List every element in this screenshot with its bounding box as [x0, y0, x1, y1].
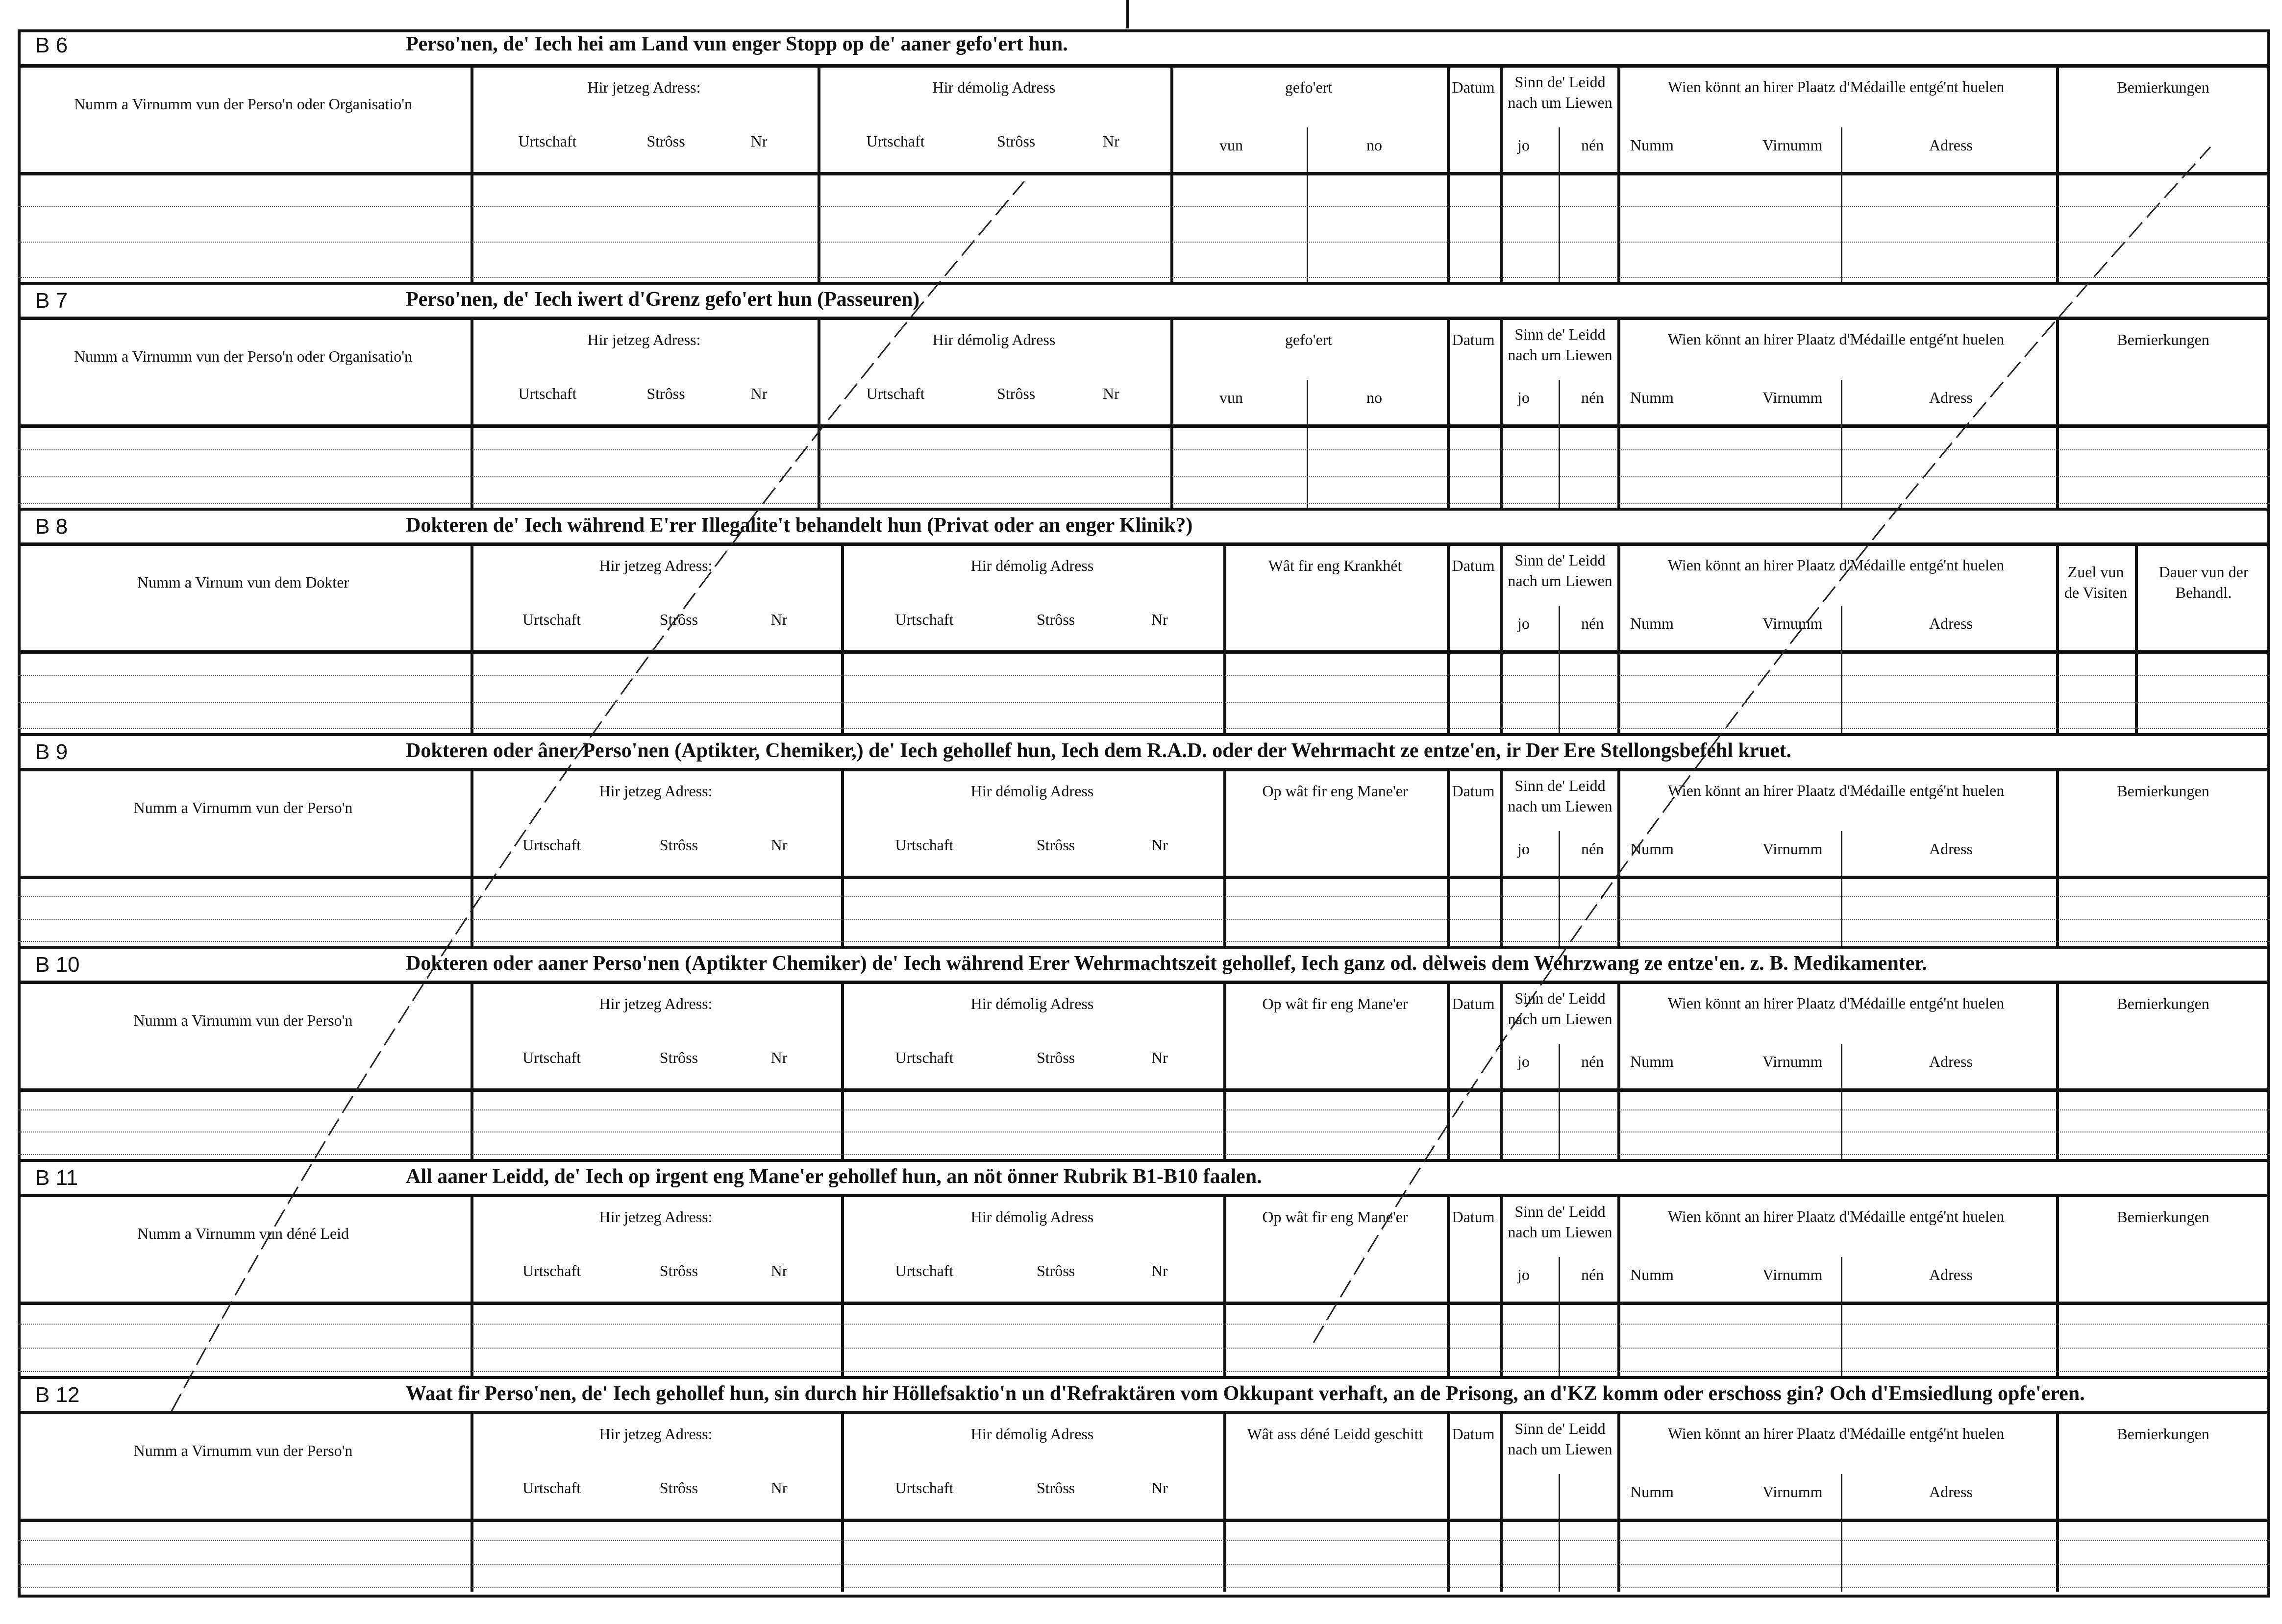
- address-label: Adress: [1929, 1483, 1973, 1501]
- remarks-label: Bemierkungen: [2117, 331, 2209, 348]
- current-urtschaft-label: Urtschaft: [522, 611, 581, 628]
- first-column-label: Numm a Virnumm vun déné Leid: [137, 1225, 349, 1242]
- duration-label: Dauer vun der Behandl.: [2158, 563, 2249, 601]
- firstname-label: Virnumm: [1762, 615, 1823, 632]
- former-stross-label: Strôss: [997, 385, 1036, 402]
- current-stross-label: Strôss: [646, 132, 685, 150]
- yes-label: jo: [1517, 1266, 1530, 1283]
- firstname-label: Virnumm: [1762, 840, 1823, 858]
- to-label: no: [1366, 136, 1382, 154]
- surname-label: Numm: [1630, 1053, 1674, 1070]
- date-label: Datum: [1452, 557, 1495, 574]
- firstname-label: Virnumm: [1762, 1053, 1823, 1070]
- former-urtschaft-label: Urtschaft: [895, 1262, 954, 1280]
- strike-line-1: [172, 181, 1024, 1411]
- former-urtschaft-label: Urtschaft: [866, 132, 925, 150]
- former-stross-label: Strôss: [1037, 836, 1075, 854]
- date-label: Datum: [1452, 331, 1495, 348]
- section-title: Perso'nen, de' Iech iwert d'Grenz gefo'ert hun (Passeuren): [406, 288, 920, 311]
- yes-label: jo: [1517, 1053, 1530, 1070]
- former-nr-label: Nr: [1103, 385, 1119, 402]
- current-address-label: Hir jetzeg Adress:: [587, 78, 701, 96]
- former-urtschaft-label: Urtschaft: [895, 836, 954, 854]
- section-code: B 6: [35, 33, 68, 57]
- former-stross-label: Strôss: [997, 132, 1036, 150]
- life-danger-label: Sinn de' Leidd nach um Liewen: [1508, 1203, 1612, 1241]
- former-nr-label: Nr: [1151, 836, 1168, 854]
- former-stross-label: Strôss: [1037, 1479, 1075, 1497]
- date-label: Datum: [1452, 782, 1495, 800]
- section-title: Waat fir Perso'nen, de' Iech gehollef hun, sin durch hir Höllefsaktio'n un d'Refraktären vom Okkupant verhaft, an de Prisong, an d'KZ komm oder erschoss gin? Och d'Emsiedlung opfe'eren.: [406, 1382, 2085, 1405]
- life-danger-label: Sinn de' Leidd nach um Liewen: [1508, 777, 1612, 815]
- first-column-label: Numm a Virnumm vun der Perso'n oder Organisatio'n: [74, 95, 413, 113]
- former-urtschaft-label: Urtschaft: [895, 611, 954, 628]
- date-label: Datum: [1452, 1208, 1495, 1226]
- former-stross-label: Strôss: [1037, 1049, 1075, 1066]
- former-urtschaft-label: Urtschaft: [895, 1049, 954, 1066]
- section-title: Dokteren de' Iech während E'rer Illegalite't behandelt hun (Privat oder an enger Klinik?): [406, 514, 1193, 537]
- current-address-label: Hir jetzeg Adress:: [599, 1425, 713, 1443]
- section-title: Dokteren oder aaner Perso'nen (Aptikter Chemiker) de' Iech während Erer Wehrmachtszeit gehollef, Iech ganz od. dèlweis dem Wehrzwang ze entze'en. z. B. Medikamenter.: [406, 952, 1927, 975]
- former-nr-label: Nr: [1151, 1049, 1168, 1066]
- medal-recipient-label: Wien könnt an hirer Plaatz d'Médaille entgé'nt huelen: [1667, 330, 2005, 348]
- current-nr-label: Nr: [770, 611, 788, 628]
- former-address-label: Hir démolig Adress: [970, 557, 1094, 574]
- medal-recipient-label: Wien könnt an hirer Plaatz d'Médaille entgé'nt huelen: [1667, 1425, 2005, 1442]
- address-label: Adress: [1929, 615, 1973, 632]
- surname-label: Numm: [1630, 389, 1674, 406]
- first-column-label: Numm a Virnumm vun der Perso'n: [133, 799, 353, 816]
- former-address-label: Hir démolig Adress: [970, 782, 1094, 800]
- section-title: All aaner Leidd, de' Iech op irgent eng Mane'er gehollef hun, an nöt önner Rubrik B1-B10 faalen.: [406, 1165, 1262, 1188]
- life-danger-label: Sinn de' Leidd nach um Liewen: [1508, 325, 1612, 364]
- address-label: Adress: [1929, 1053, 1973, 1070]
- former-stross-label: Strôss: [1037, 611, 1075, 628]
- current-stross-label: Strôss: [659, 1049, 698, 1066]
- remarks-label: Bemierkungen: [2117, 1425, 2209, 1443]
- medal-recipient-label: Wien könnt an hirer Plaatz d'Médaille entgé'nt huelen: [1667, 1207, 2005, 1225]
- former-nr-label: Nr: [1151, 611, 1168, 628]
- no-label: nén: [1581, 136, 1604, 154]
- visits-label: Zuel vun de Visiten: [2064, 563, 2128, 601]
- former-nr-label: Nr: [1151, 1479, 1168, 1497]
- address-label: Adress: [1929, 1266, 1973, 1283]
- current-urtschaft-label: Urtschaft: [522, 1479, 581, 1497]
- section-code: B 9: [35, 740, 68, 764]
- yes-label: jo: [1517, 136, 1530, 154]
- date-label: Datum: [1452, 1425, 1495, 1443]
- former-address-label: Hir démolig Adress: [970, 995, 1094, 1012]
- first-column-label: Numm a Virnumm vun der Perso'n: [133, 1011, 353, 1029]
- current-urtschaft-label: Urtschaft: [522, 1049, 581, 1066]
- kind-label: Op wât fir eng Mane'er: [1262, 782, 1408, 800]
- current-nr-label: Nr: [770, 1049, 788, 1066]
- no-label: nén: [1581, 1053, 1604, 1070]
- section-code: B 8: [35, 515, 68, 539]
- surname-label: Numm: [1630, 615, 1674, 632]
- current-urtschaft-label: Urtschaft: [522, 836, 581, 854]
- current-nr-label: Nr: [770, 836, 788, 854]
- medal-recipient-label: Wien könnt an hirer Plaatz d'Médaille entgé'nt huelen: [1667, 782, 2005, 799]
- medal-recipient-label: Wien könnt an hirer Plaatz d'Médaille entgé'nt huelen: [1667, 556, 2005, 574]
- current-nr-label: Nr: [750, 385, 768, 402]
- section-title: Perso'nen, de' Iech hei am Land vun enger Stopp op de' aaner gefo'ert hun.: [406, 33, 1068, 55]
- firstname-label: Virnumm: [1762, 136, 1823, 154]
- current-address-label: Hir jetzeg Adress:: [587, 331, 701, 348]
- medal-recipient-label: Wien könnt an hirer Plaatz d'Médaille entgé'nt huelen: [1667, 994, 2005, 1012]
- former-stross-label: Strôss: [1037, 1262, 1075, 1280]
- yes-label: jo: [1517, 615, 1530, 632]
- life-danger-label: Sinn de' Leidd nach um Liewen: [1508, 73, 1612, 111]
- surname-label: Numm: [1630, 840, 1674, 858]
- transported-label: gefo'ert: [1285, 331, 1333, 348]
- former-address-label: Hir démolig Adress: [970, 1425, 1094, 1443]
- section-title: Dokteren oder âner Perso'nen (Aptikter, Chemiker,) de' Iech gehollef hun, Iech dem R.A.D. oder der Wehrmacht ze entze'en, ir Der Ere Stellongsbefehl kruet.: [406, 739, 1791, 762]
- firstname-label: Virnumm: [1762, 1266, 1823, 1283]
- transported-label: gefo'ert: [1285, 78, 1333, 96]
- yes-label: jo: [1517, 840, 1530, 858]
- former-address-label: Hir démolig Adress: [970, 1208, 1094, 1226]
- remarks-label: Bemierkungen: [2117, 78, 2209, 96]
- no-label: nén: [1581, 1266, 1604, 1283]
- surname-label: Numm: [1630, 1483, 1674, 1501]
- first-column-label: Numm a Virnum vun dem Dokter: [137, 573, 349, 591]
- current-nr-label: Nr: [750, 132, 768, 150]
- firstname-label: Virnumm: [1762, 389, 1823, 406]
- former-address-label: Hir démolig Adress: [932, 331, 1056, 348]
- remarks-label: Bemierkungen: [2117, 1208, 2209, 1226]
- no-label: nén: [1581, 840, 1604, 858]
- current-stross-label: Strôss: [659, 836, 698, 854]
- current-nr-label: Nr: [770, 1479, 788, 1497]
- first-column-label: Numm a Virnumm vun der Perso'n: [133, 1442, 353, 1459]
- yes-label: jo: [1517, 389, 1530, 406]
- current-urtschaft-label: Urtschaft: [518, 385, 577, 402]
- life-danger-label: Sinn de' Leidd nach um Liewen: [1508, 989, 1612, 1028]
- current-stross-label: Strôss: [659, 1262, 698, 1280]
- section-code: B 12: [35, 1383, 80, 1407]
- first-column-label: Numm a Virnumm vun der Perso'n oder Organisatio'n: [74, 347, 413, 365]
- firstname-label: Virnumm: [1762, 1483, 1823, 1501]
- former-nr-label: Nr: [1103, 132, 1119, 150]
- former-address-label: Hir démolig Adress: [932, 78, 1056, 96]
- date-label: Datum: [1452, 995, 1495, 1012]
- no-label: nén: [1581, 389, 1604, 406]
- from-label: vun: [1219, 136, 1243, 154]
- kind-label: Op wât fir eng Mane'er: [1262, 995, 1408, 1012]
- former-urtschaft-label: Urtschaft: [895, 1479, 954, 1497]
- remarks-label: Bemierkungen: [2117, 995, 2209, 1012]
- kind-label: Wât ass déné Leidd geschitt: [1247, 1425, 1423, 1443]
- kind-label: Wât fir eng Krankhét: [1268, 557, 1402, 574]
- section-code: B 11: [35, 1166, 78, 1190]
- kind-label: Op wât fir eng Mane'er: [1262, 1208, 1408, 1226]
- address-label: Adress: [1929, 840, 1973, 858]
- surname-label: Numm: [1630, 136, 1674, 154]
- address-label: Adress: [1929, 136, 1973, 154]
- current-stross-label: Strôss: [659, 611, 698, 628]
- former-urtschaft-label: Urtschaft: [866, 385, 925, 402]
- current-address-label: Hir jetzeg Adress:: [599, 995, 713, 1012]
- from-label: vun: [1219, 389, 1243, 406]
- current-address-label: Hir jetzeg Adress:: [599, 557, 713, 574]
- section-code: B 7: [35, 289, 68, 313]
- remarks-label: Bemierkungen: [2117, 782, 2209, 800]
- current-stross-label: Strôss: [646, 385, 685, 402]
- current-urtschaft-label: Urtschaft: [522, 1262, 581, 1280]
- surname-label: Numm: [1630, 1266, 1674, 1283]
- strike-line-2: [1314, 147, 2210, 1343]
- current-address-label: Hir jetzeg Adress:: [599, 1208, 713, 1226]
- to-label: no: [1366, 389, 1382, 406]
- section-code: B 10: [35, 953, 80, 977]
- medal-recipient-label: Wien könnt an hirer Plaatz d'Médaille entgé'nt huelen: [1667, 78, 2005, 96]
- current-nr-label: Nr: [770, 1262, 788, 1280]
- life-danger-label: Sinn de' Leidd nach um Liewen: [1508, 551, 1612, 590]
- no-label: nén: [1581, 615, 1604, 632]
- current-urtschaft-label: Urtschaft: [518, 132, 577, 150]
- current-address-label: Hir jetzeg Adress:: [599, 782, 713, 800]
- current-stross-label: Strôss: [659, 1479, 698, 1497]
- former-nr-label: Nr: [1151, 1262, 1168, 1280]
- address-label: Adress: [1929, 389, 1973, 406]
- life-danger-label: Sinn de' Leidd nach um Liewen: [1508, 1420, 1612, 1458]
- date-label: Datum: [1452, 78, 1495, 96]
